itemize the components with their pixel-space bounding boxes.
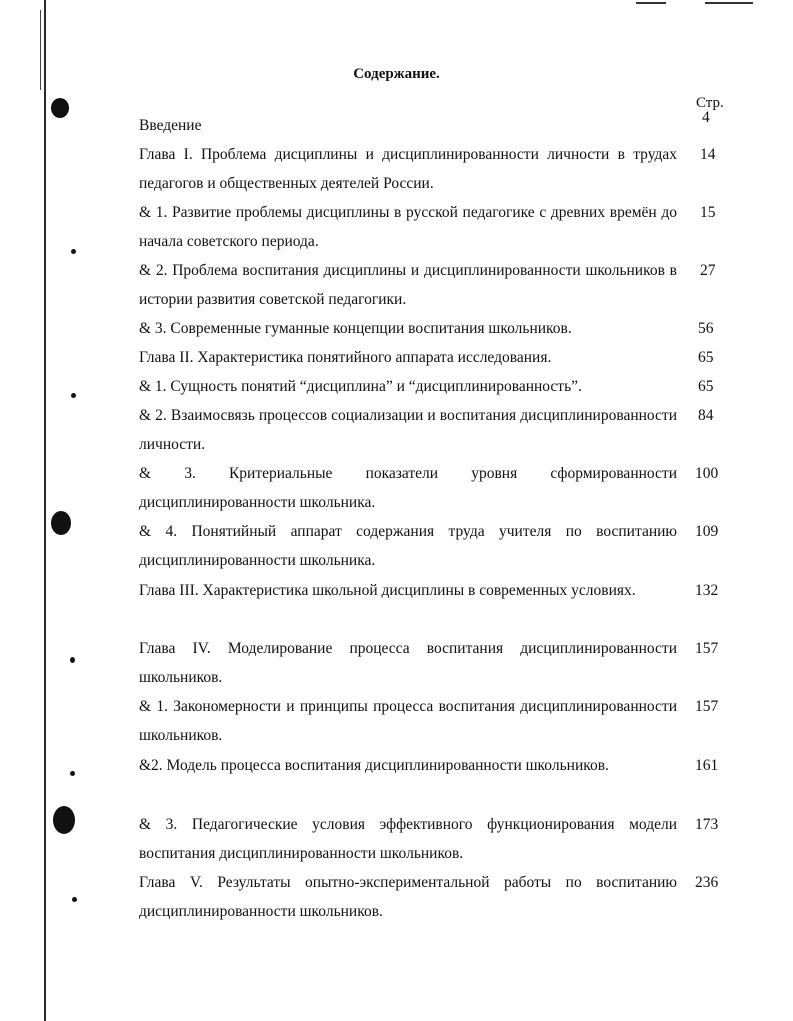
toc-entry-text: Глава IV. Моделирование процесса воспитания дисциплинированности школьников. — [139, 640, 677, 686]
toc-entry-page: 161 — [695, 757, 719, 774]
toc-entry-text: & 3. Современные гуманные концепции воспитания школьников. — [139, 320, 572, 337]
toc-entry-text: Глава III. Характеристика школьной дисциплины в современных условиях. — [139, 582, 636, 599]
page-title: Содержание. — [353, 66, 440, 82]
toc-entry-text: & 1. Сущность понятий “дисциплина” и “дисциплинированность”. — [139, 378, 582, 395]
toc-entry-text: &2. Модель процесса воспитания дисциплинированности школьников. — [139, 757, 609, 774]
toc-entry-page: 56 — [698, 320, 714, 337]
scan-speck — [71, 249, 76, 254]
punch-hole-mark — [51, 98, 69, 118]
scan-speck — [70, 771, 75, 776]
page-column-label: Стр. — [696, 95, 724, 111]
toc-entry-text: & 4. Понятийный аппарат содержания труда учителя по воспитанию дисциплинированности школьника. — [139, 523, 677, 569]
toc-entry-page: 65 — [698, 378, 714, 395]
toc-entry-text: Глава I. Проблема дисциплины и дисциплинированности личности в трудах педагогов и общественных деятелей России. — [139, 146, 677, 192]
toc-entry-page: 236 — [695, 874, 719, 891]
toc-entry-text: Глава V. Результаты опытно-экспериментальной работы по воспитанию дисциплинированности школьников. — [139, 874, 677, 920]
scan-edge-line — [44, 0, 46, 1021]
toc-entry-page: 27 — [700, 262, 716, 279]
toc-entry-page: 14 — [700, 146, 716, 163]
scan-top-mark — [636, 2, 666, 4]
scan-speck — [72, 897, 77, 902]
punch-hole-mark — [51, 511, 71, 535]
toc-entry-text: & 1. Развитие проблемы дисциплины в русской педагогике с древних времён до начала советского периода. — [139, 204, 677, 250]
toc-entry-text: & 2. Взаимосвязь процессов социализации и воспитания дисциплинированности личности. — [139, 407, 677, 453]
toc-entry-page: 157 — [695, 640, 719, 657]
toc-entry-page: 100 — [695, 465, 719, 482]
toc-entry-text: & 3. Критериальные показатели уровня сформированности дисциплинированности школьника. — [139, 465, 677, 511]
punch-hole-mark — [53, 806, 75, 834]
toc-entry-page: 109 — [695, 523, 719, 540]
toc-entry-page: 132 — [695, 582, 719, 599]
toc-entry-page: 4 — [702, 109, 710, 126]
scan-speck — [70, 657, 75, 663]
toc-entry-page: 173 — [695, 816, 719, 833]
toc-entry-text: & 2. Проблема воспитания дисциплины и дисциплинированности школьников в истории развития советской педагогики. — [139, 262, 677, 308]
scan-speck — [71, 393, 76, 398]
toc-entry-text: & 1. Закономерности и принципы процесса воспитания дисциплинированности школьников. — [139, 698, 677, 744]
toc-entry-text: Глава II. Характеристика понятийного аппарата исследования. — [139, 349, 552, 366]
toc-entry-page: 157 — [695, 698, 719, 715]
scan-top-mark — [705, 2, 753, 4]
toc-entry-text: & 3. Педагогические условия эффективного функционирования модели воспитания дисциплинированности школьников. — [139, 816, 677, 862]
toc-entry-page: 84 — [698, 407, 714, 424]
toc-entry-page: 15 — [700, 204, 716, 221]
toc-entry-page: 65 — [698, 349, 714, 366]
toc-entry-text: Введение — [139, 117, 202, 134]
